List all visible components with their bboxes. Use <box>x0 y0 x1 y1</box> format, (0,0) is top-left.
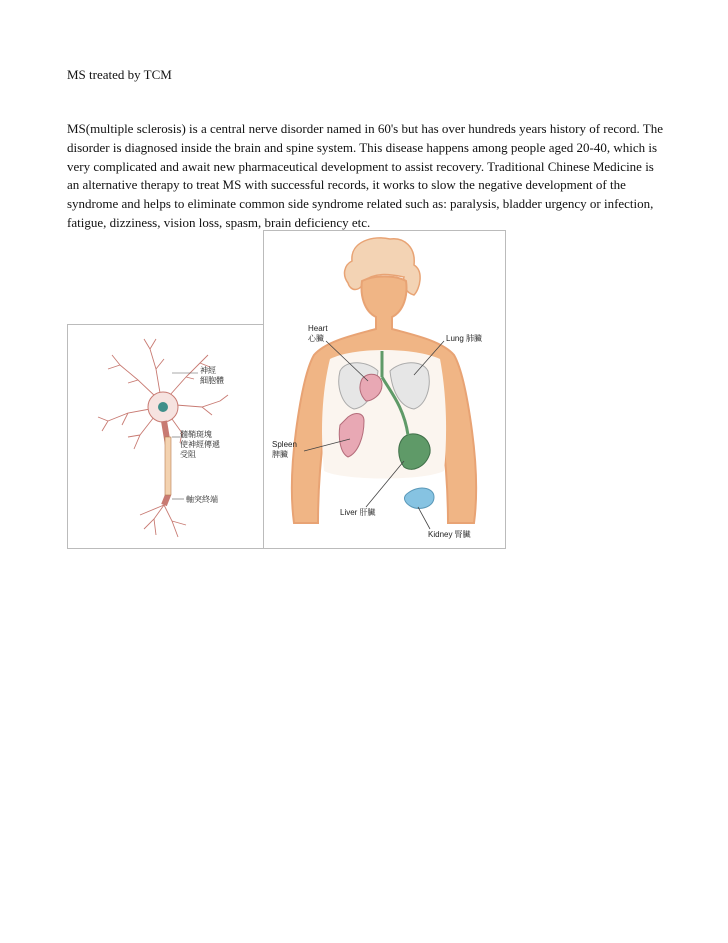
neuron-figure <box>67 324 265 549</box>
label-heart-zh: 心臟 <box>308 334 324 343</box>
page-title: MS treated by TCM <box>67 67 172 82</box>
label-plaque-3: 受阻 <box>180 450 196 459</box>
label-cell-body-1: 神經 <box>200 366 216 375</box>
label-heart-en: Heart <box>308 324 328 333</box>
organ-figure <box>263 230 506 549</box>
label-lung: Lung 肺臟 <box>446 334 483 343</box>
nucleus <box>158 402 168 412</box>
axon-terminal <box>140 505 186 537</box>
organ-illustration <box>264 231 505 548</box>
neuron-illustration <box>68 325 264 548</box>
label-plaque-1: 髓鞘斑塊 <box>180 430 212 439</box>
label-cell-body-2: 細胞體 <box>200 376 224 385</box>
label-kidney: Kidney 腎臟 <box>428 530 471 539</box>
body-paragraph: MS(multiple sclerosis) is a central nerve disorder named in 60's but has over hundreds years history of record. The disorder is diagnosed inside the brain and spine system. This disease happens among people aged 20-40, which is very complicated and await new pharmaceutical development to assist recovery. Traditional Chinese Medicine is an alternative therapy to treat MS with successful records, it works to slow the negative development of the syndrome and helps to eliminate common side syndrome related such as: paralysis, bladder urgency or infection, fatigue, dizziness, vision loss, spasm, brain deficiency etc. <box>67 121 663 230</box>
label-spleen-en: Spleen <box>272 440 297 449</box>
label-liver: Liver 肝臟 <box>340 508 376 517</box>
kidney-organ <box>405 488 434 508</box>
label-spleen-zh: 脾臟 <box>272 450 288 459</box>
myelin-sheath <box>165 437 171 495</box>
label-axon-terminal: 軸突終端 <box>186 495 218 504</box>
label-plaque-2: 使神經傳遞 <box>180 440 220 449</box>
